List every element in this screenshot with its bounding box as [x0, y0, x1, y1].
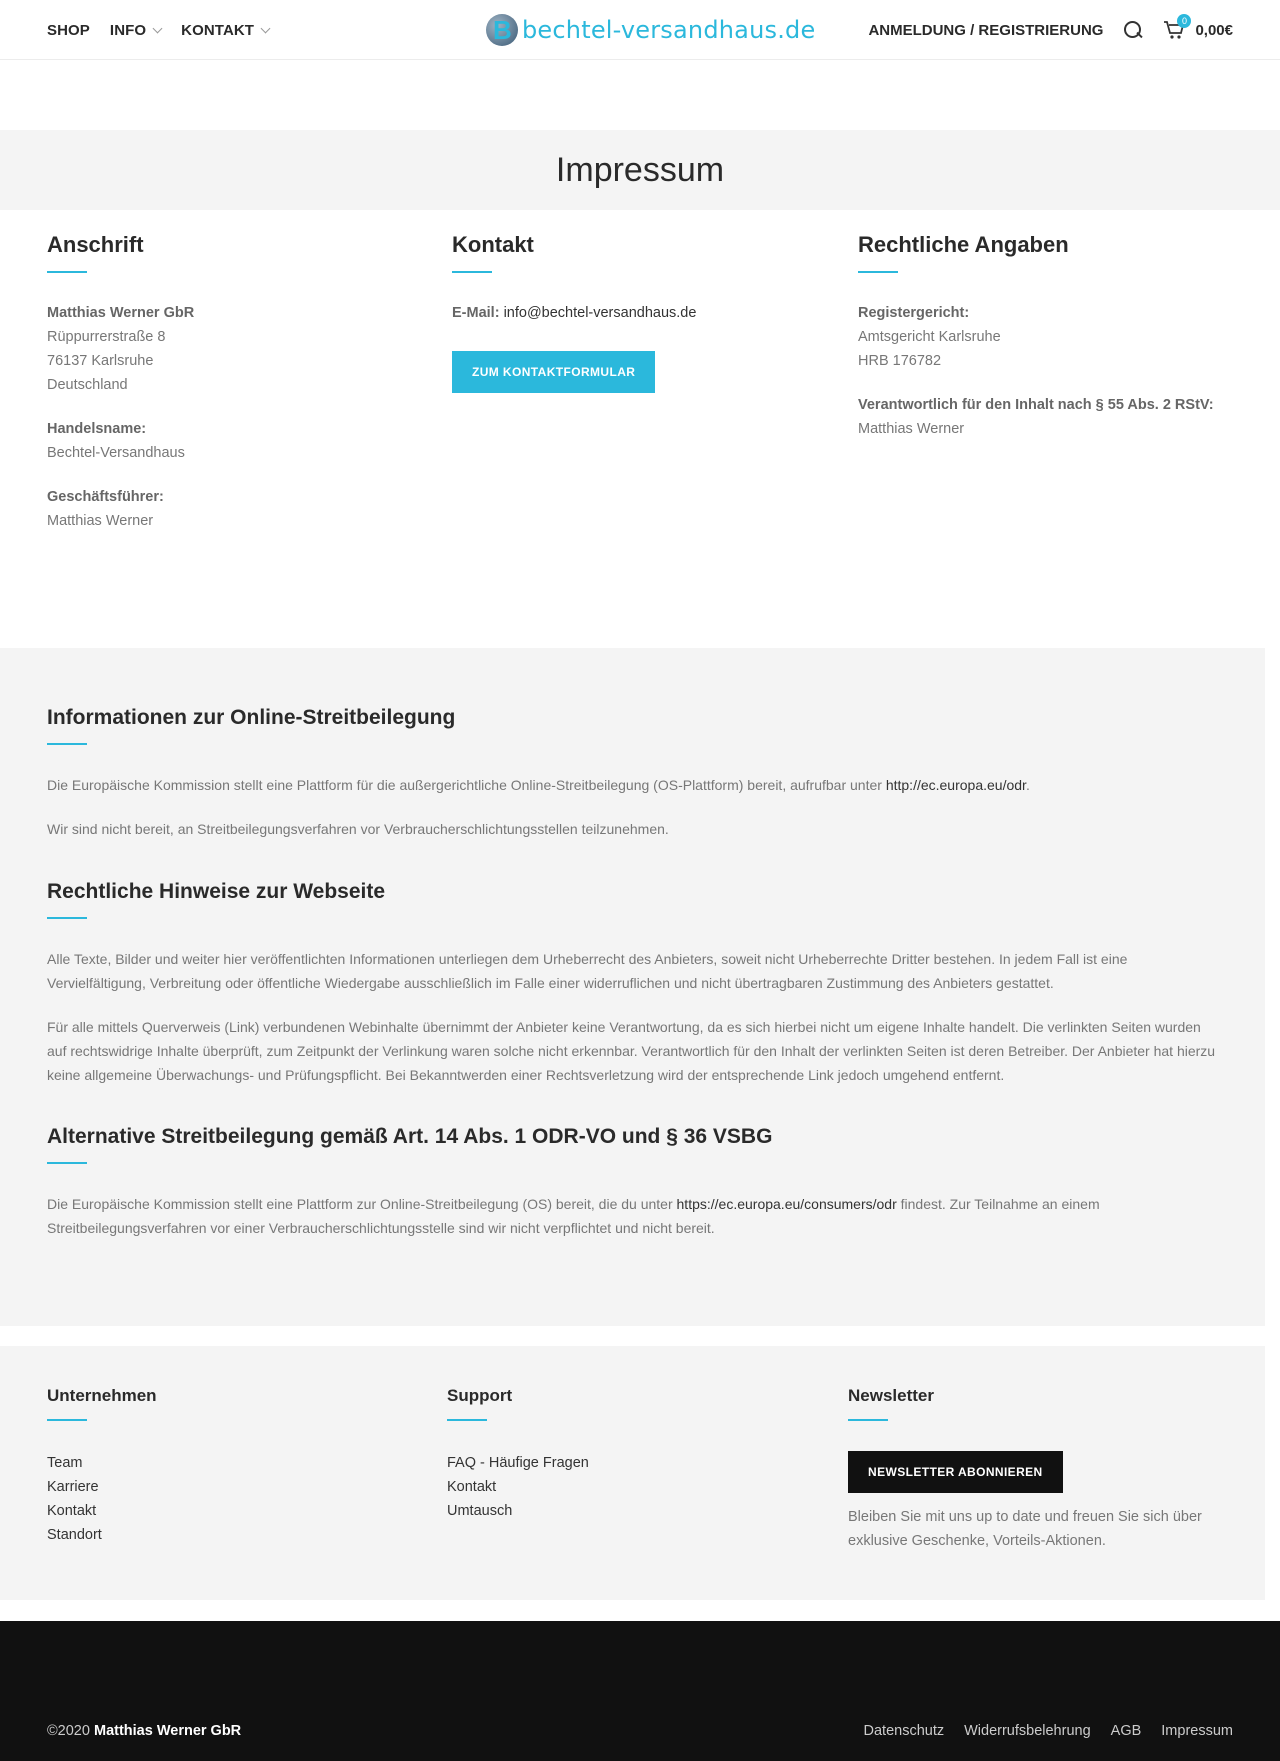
- anschrift-column: [47, 232, 427, 533]
- nav-shop-label: SHOP: [47, 21, 90, 39]
- footer-link-standort[interactable]: Standort: [47, 1527, 102, 1543]
- consumers-odr-link[interactable]: https://ec.europa.eu/consumers/odr: [676, 1196, 897, 1212]
- link-widerrufsbelehrung[interactable]: Widerrufsbelehrung: [964, 1723, 1091, 1739]
- link-datenschutz[interactable]: Datenschutz: [863, 1723, 945, 1739]
- heading-underline: [452, 271, 492, 273]
- contact-form-button[interactable]: ZUM KONTAKTFORMULAR: [452, 351, 655, 393]
- nav-info-label: INFO: [109, 21, 147, 39]
- country: Deutschland: [47, 377, 128, 393]
- odr-link[interactable]: http://ec.europa.eu/odr: [885, 777, 1026, 793]
- nav-kontakt-label: KONTAKT: [181, 21, 255, 39]
- hinweise-heading: Rechtliche Hinweise zur Webseite: [47, 880, 386, 903]
- verantwortlich-label: Verantwortlich für den Inhalt nach § 55 Abs. 2 RStV:: [858, 397, 1214, 413]
- email-line: [452, 301, 832, 325]
- chevron-down-icon: [153, 23, 163, 33]
- footer-link-umtausch[interactable]: Umtausch: [447, 1503, 513, 1519]
- page-title-band: [0, 130, 1280, 210]
- site-header: [0, 0, 1280, 60]
- cart-icon: [1163, 16, 1187, 40]
- footer-link-support-kontakt[interactable]: Kontakt: [447, 1479, 497, 1495]
- alternative-heading: Alternative Streitbeilegung gemäß Art. 14 Abs. 1 ODR-VO und § 36 VSBG: [47, 1125, 773, 1148]
- verantwortlich: Matthias Werner: [858, 421, 965, 437]
- anschrift-heading: Anschrift: [47, 232, 144, 257]
- online-paragraph-1: Die Europäische Kommission stellt eine Plattform für die außergerichtliche Online-Streitbeilegung (OS-Plattform) bereit, aufrufbar unter http://ec.europa.eu/odr.: [47, 777, 1030, 793]
- footer-link-karriere[interactable]: Karriere: [47, 1479, 99, 1495]
- login-register-link[interactable]: ANMELDUNG / REGISTRIERUNG: [868, 21, 1104, 39]
- bottom-links: [864, 1723, 1234, 1739]
- online-streitbeilegung: [47, 706, 1217, 861]
- search-icon[interactable]: [1123, 20, 1143, 40]
- logo-text: bechtel-versandhaus.de: [522, 16, 816, 44]
- heading-underline: [47, 917, 87, 919]
- alternative-streitbeilegung: [47, 1125, 1217, 1260]
- support-heading: Support: [447, 1386, 513, 1405]
- handelsname-label: Handelsname:: [47, 421, 147, 437]
- email-link[interactable]: info@bechtel-versandhaus.de: [503, 305, 697, 321]
- hinweise-paragraph-2: Für alle mittels Querverweis (Link) verbundenen Webinhalte übernimmt der Anbieter keine Verantwortung, da es sich hierbei nicht um eigene Inhalte handelt. Die verlinkten Seiten wurden auf rechtswidrige Inhalte überprüft, zum Zeitpunkt der Verlinkung waren solche nicht erkennbar. Verantwortlich für den Inhalt der verlinkten Seiten ist deren Betreiber. Der Anbieter hat hierzu keine allgemeine Überwachungs- und Prüfungspflicht. Bei Bekanntwerden einer Rechtsverletzung wird der entsprechende Link jedoch umgehend entfernt.: [47, 1019, 1216, 1083]
- cart-button[interactable]: [1163, 16, 1233, 40]
- handelsname: Bechtel-Versandhaus: [47, 445, 185, 461]
- footer-link-kontakt[interactable]: Kontakt: [47, 1503, 97, 1519]
- cart-total: 0,00€: [1195, 21, 1233, 39]
- footer-link-faq[interactable]: FAQ - Häufige Fragen: [447, 1455, 589, 1471]
- footer-link-team[interactable]: Team: [47, 1455, 83, 1471]
- hrb-number: HRB 176782: [858, 353, 942, 369]
- newsletter-heading: Newsletter: [848, 1386, 934, 1405]
- register-court: Amtsgericht Karlsruhe: [858, 329, 1001, 345]
- company-name: Matthias Werner GbR: [47, 305, 195, 321]
- cart-count-badge: 0: [1177, 14, 1191, 28]
- rechtliche-hinweise: [47, 880, 1217, 1107]
- city: 76137 Karlsruhe: [47, 353, 154, 369]
- geschaeftsfuehrer: Matthias Werner: [47, 513, 154, 529]
- heading-underline: [47, 1419, 87, 1421]
- heading-underline: [858, 271, 898, 273]
- header-actions: [868, 0, 1233, 60]
- chevron-down-icon: [261, 23, 271, 33]
- heading-underline: [47, 271, 87, 273]
- link-agb[interactable]: AGB: [1110, 1723, 1142, 1739]
- heading-underline: [47, 1162, 87, 1164]
- alternative-paragraph: Die Europäische Kommission stellt eine Plattform zur Online-Streitbeilegung (OS) bereit, die du unter https://ec.europa.eu/consumers/odr findest. Zur Teilnahme an einem Streitbeilegungsverfahren vor einer Verbraucherschlichtungsstelle sind wir nicht verpflichtet und nicht bereit.: [47, 1196, 1100, 1236]
- email-label: E-Mail:: [452, 305, 500, 321]
- hinweise-paragraph-1: Alle Texte, Bilder und weiter hier veröffentlichten Informationen unterliegen dem Urheberrecht des Anbieters, soweit nicht Urheberrechte Dritter bestehen. In jedem Fall ist eine Vervielfältigung, Verbreitung oder öffentliche Wiedergabe ausschließlich im Falle einer widerruflichen und nicht übertragbaren Zustimmung des Anbieters gestattet.: [47, 951, 1128, 991]
- main-nav: [47, 0, 269, 60]
- legal-info-section: [0, 648, 1265, 1326]
- footer-widgets: [0, 1346, 1265, 1600]
- street: Rüppurrerstraße 8: [47, 329, 166, 345]
- geschaeftsfuehrer-label: Geschäftsführer:: [47, 489, 164, 505]
- heading-underline: [447, 1419, 487, 1421]
- register-label: Registergericht:: [858, 305, 970, 321]
- link-impressum[interactable]: Impressum: [1161, 1723, 1233, 1739]
- footer-unternehmen: [47, 1386, 407, 1547]
- page-title: Impressum: [555, 150, 725, 189]
- bottom-bar: [0, 1621, 1280, 1761]
- unternehmen-heading: Unternehmen: [47, 1386, 157, 1405]
- copyright-company: Matthias Werner GbR: [93, 1723, 242, 1739]
- kontakt-column: [452, 232, 832, 393]
- heading-underline: [848, 1419, 888, 1421]
- site-logo[interactable]: [486, 11, 815, 49]
- nav-shop[interactable]: [47, 22, 90, 39]
- online-heading: Informationen zur Online-Streitbeilegung: [47, 706, 456, 729]
- rechtliche-angaben-column: [858, 232, 1238, 441]
- newsletter-text: Bleiben Sie mit uns up to date und freuen Sie sich über exklusive Geschenke, Vorteils-Aktionen.: [848, 1509, 1202, 1549]
- nav-info[interactable]: [110, 22, 161, 39]
- copyright: ©2020 Matthias Werner GbR: [47, 1723, 242, 1739]
- heading-underline: [47, 743, 87, 745]
- kontakt-heading: Kontakt: [452, 232, 534, 257]
- online-paragraph-2: Wir sind nicht bereit, an Streitbeilegungsverfahren vor Verbraucherschlichtungsstellen teilzunehmen.: [47, 821, 669, 837]
- newsletter-subscribe-button[interactable]: NEWSLETTER ABONNIEREN: [848, 1451, 1063, 1493]
- rechtlich-heading: Rechtliche Angaben: [858, 232, 1069, 257]
- footer-support: [447, 1386, 807, 1523]
- logo-globe-icon: B: [486, 14, 518, 46]
- nav-kontakt[interactable]: [181, 22, 269, 39]
- footer-newsletter: [848, 1386, 1208, 1553]
